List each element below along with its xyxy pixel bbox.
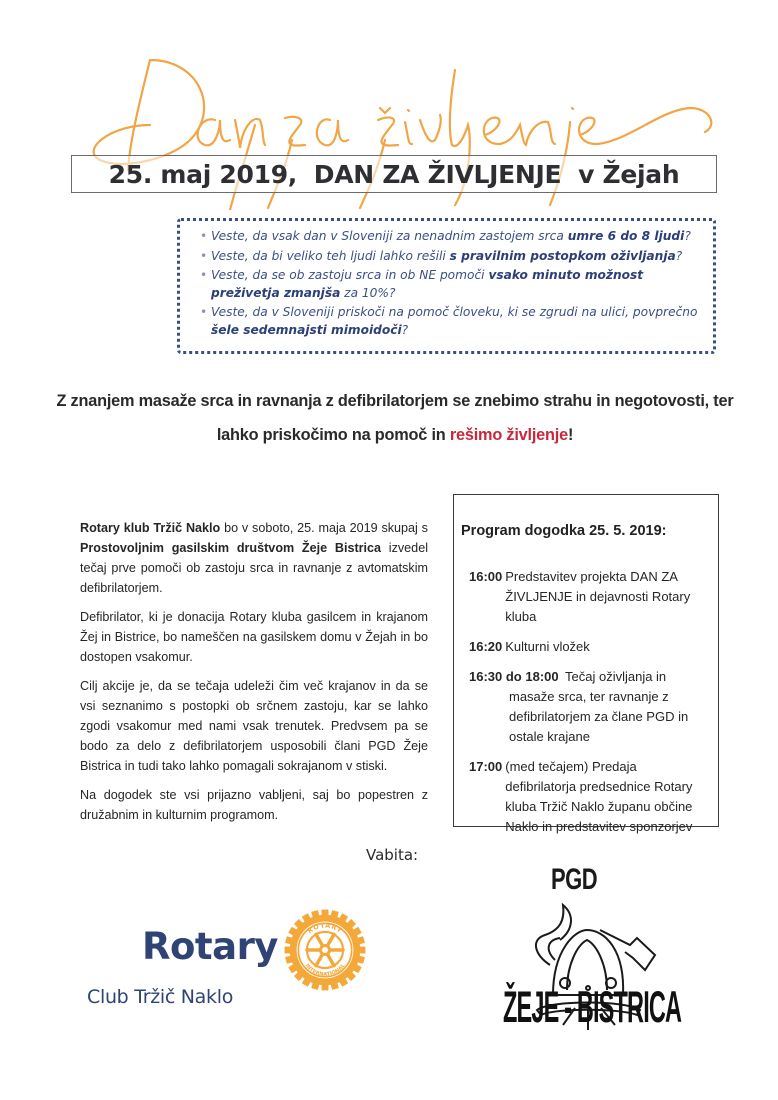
program-item [461, 637, 710, 657]
body-paragraph-2: Defibrilator, ki je donacija Rotary kluba gasilcem in krajanom Žej in Bistrice, bo nameščen na gasilskem domu v Žejah in bo dostopen vsakomur. [80, 610, 428, 664]
rotary-wheel-tooth [322, 984, 329, 991]
fact-text: Veste, da bi veliko teh ljudi lahko rešili [211, 248, 450, 263]
fact-text-end: ? [675, 248, 683, 263]
fact-text: Veste, da v Sloveniji priskoči na pomoč človeku, ki se zgrudi na ulici, povprečno [211, 305, 698, 319]
program-desc: Predstavitev projekta DAN ZA ŽIVLJENJE in dejavnosti Rotary kluba [505, 569, 691, 624]
program-title: Program dogodka 25. 5. 2019: [461, 523, 667, 539]
program-item [461, 567, 710, 627]
facts-box [177, 218, 716, 354]
headline-highlight: rešimo življenje [449, 426, 568, 444]
body-text-span: izvedel tečaj prve pomoči ob zastoju srca in ravnanje z avtomatskim defibrilatorjem. [80, 541, 428, 595]
fact-emphasis: vsako minuto možnost preživetja zmanjša [211, 268, 644, 300]
program-entry [469, 667, 710, 747]
headline-end: ! [567, 426, 574, 444]
rotary-wheel-tooth [285, 947, 292, 954]
program-box [453, 494, 719, 834]
bullet-icon: • [200, 305, 208, 319]
fact-text: Veste, da vsak dan v Sloveniji za nenadnim zastojem srca [211, 229, 568, 243]
rotary-wheel-icon [282, 907, 368, 993]
body-paragraph-4: Na dogodek ste vsi prijazno vabljeni, saj bo popestren z družabnim in kulturnim programom. [80, 788, 428, 822]
program-time: 16:30 do 18:00 [469, 669, 559, 684]
program-time: 16:20 [469, 639, 503, 654]
fact-emphasis: šele sedemnajsti mimoidoči [211, 322, 402, 337]
fact-text-end: ? [401, 322, 409, 337]
rotary-wheel-tooth [359, 947, 366, 954]
rotary-wheel-bottom-text: INTERNATIONAL [303, 962, 347, 978]
rotary-club-name: Club Tržič Naklo [87, 986, 234, 1008]
fact-text: Veste, da se ob zastoju srca in ob NE pomoči [211, 268, 489, 282]
title-banner [71, 155, 717, 193]
fact-item [200, 267, 703, 302]
fact-text-end: za 10%? [340, 285, 396, 300]
rotary-wheel-tooth [322, 910, 329, 917]
bullet-icon: • [200, 268, 208, 282]
fact-item [200, 248, 703, 266]
program-time: 17:00 [469, 759, 503, 774]
bullet-icon: • [200, 229, 208, 243]
program-item [461, 667, 710, 747]
bullet-icon: • [200, 248, 208, 263]
body-text [80, 518, 428, 834]
headline [55, 384, 735, 452]
fact-item [200, 228, 703, 246]
fact-emphasis: umre 6 do 8 ljudi [567, 229, 685, 243]
body-text-span: bo v soboto, 25. maja 2019 skupaj s [220, 521, 428, 535]
body-paragraph-3: Cilj akcije je, da se tečaja udeleži čim več krajanov in da se vsi seznanimo s postopki ob srčnem zastoju, kar se lahko zgodi vsakomur med nami vsak trenutek. Predvsem pa se bodo za delo z defibrilatorjem usposobili člani PGD Žeje Bistrica in tudi tako lahko pomagali sokrajanom v stiski. [80, 679, 428, 773]
program-desc: (med tečajem) Predaja defibrilatorja predsednice Rotary kluba Tržič Naklo županu občine Naklo in predstavitev sponzorjev [505, 759, 693, 834]
body-paragraph-1 [80, 518, 428, 598]
pgd-logo-top-text: PGD [551, 862, 598, 896]
program-time: 16:00 [469, 569, 503, 584]
fact-emphasis: s pravilnim postopkom oživljanja [449, 248, 676, 263]
program-item [461, 757, 710, 837]
rotary-logo-wordmark: Rotary [142, 925, 278, 968]
program-desc: Kulturni vložek [505, 639, 590, 654]
event-title: 25. maj 2019, DAN ZA ŽIVLJENJE v Žejah [108, 159, 680, 189]
org-name-rotary: Rotary klub Tržič Naklo [80, 521, 221, 535]
org-name-pgd: Prostovoljnim gasilskim društvom Žeje Bistrica [80, 541, 382, 555]
pgd-logo-bottom-text: ŽEJE - BISTRICA [503, 982, 682, 1032]
invite-label: Vabita: [366, 846, 419, 864]
fact-text-end: ? [684, 229, 691, 243]
program-desc: Tečaj oživljanja in masaže srca, ter ravnanje z defibrilatorjem za člane PGD in ostale krajane [509, 669, 689, 744]
headline-text: Z znanjem masaže srca in ravnanja z defibrilatorjem se znebimo strahu in negotovosti, ter lahko priskočimo na pomoč in [56, 392, 734, 444]
rotary-wheel-top-text: ROTARY [305, 921, 345, 936]
fact-item [200, 304, 703, 339]
